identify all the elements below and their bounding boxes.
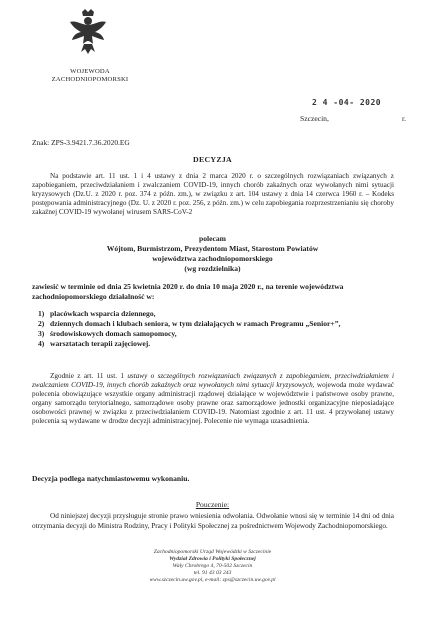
coat-of-arms	[60, 8, 116, 56]
list-item	[38, 319, 394, 329]
reference-number: Znak: ZPS-3.9421.7.36.2020.EG	[32, 138, 130, 147]
city-label: Szczecin,	[300, 114, 329, 123]
office-footer	[0, 549, 425, 584]
list-item-text: warsztatach terapii zajęciowej.	[50, 339, 151, 348]
footer-address: Wały Chrobrego 4, 70-502 Szczecin	[172, 563, 253, 569]
instruction-paragraph: Od niniejszej decyzji przysługuje stronie prawo wniesienia odwołania. Odwołanie wnosi się w terminie 14 dni od dnia otrzymania decyzji do Ministra Rodziny, Pracy i Polityki Społecznej za pośrednictwem Wojewody Zachodniopomorskiego.	[32, 512, 394, 530]
footer-office: Zachodniopomorski Urząd Wojewódzki w Szczecinie	[153, 549, 272, 555]
immediate-enforcement: Decyzja podlega natychmiastowemu wykonaniu.	[32, 474, 190, 483]
footer-department: Wydział Zdrowia i Polityki Społecznej	[169, 556, 256, 562]
list-item	[38, 329, 394, 339]
footer-phone: tel. 91 43 03 243	[193, 570, 232, 576]
justification-paragraph	[32, 372, 394, 427]
date-stamp: 2 4 -04- 2020	[312, 98, 382, 107]
justification-text-2: wojewoda może wydawać polecenia obowiązujące wszystkie organy administracji rządowej działające w województwie i państwowe osoby prawne, organy samorządu terytorialnego, samorządowe osoby prawne oraz samorządowe jednostki organizacyjne nieposiadające osobowości prawnej w związku z przeciwdziałaniem COVID-19. Natomiast zgodnie z art. 11 ust. 4 przywołanej ustawy polecenia są wydawane w drodze decyzji administracyjnej. Polecenie nie wymaga uzasadnienia.	[32, 381, 394, 426]
legal-basis-paragraph: Na podstawie art. 11 ust. 1 i 4 ustawy z dnia 2 marca 2020 r. o szczególnych rozwiązaniach związanych z zapobieganiem, przeciwdziałaniem i zwalczaniem COVID-19, innych chorób zakaźnych oraz wywołanych nimi sytuacji kryzysowych (Dz.U. z 2020 r. poz. 374 z późn. zm.), w związku z art. 104 ustawy z dnia 14 czerwca 1960 r. – Kodeks postępowania administracyjnego (Dz. U. z 2020 r. poz. 256, z późn. zm.) w celu zapobiegania rozprzestrzenianiu się choroby zakaźnej COVID-19 wywołanej wirusem SARS-CoV-2	[32, 172, 394, 216]
addressees-line-1: Wójtom, Burmistrzom, Prezydentom Miast, Starostom Powiatów	[106, 244, 319, 253]
addressees	[0, 244, 425, 274]
list-item-number: 1)	[38, 309, 45, 318]
list-item-number: 3)	[38, 329, 45, 338]
list-item-text: placówkach wsparcia dziennego,	[50, 309, 156, 318]
list-item-text: dziennych domach i klubach seniora, w tym działających w ramach Programu „Senior+”,	[50, 319, 341, 328]
list-item	[38, 339, 394, 349]
list-item-number: 4)	[38, 339, 45, 348]
addressees-line-3: (wg rozdzielnika)	[184, 264, 241, 273]
polecam-heading: polecam	[199, 234, 226, 243]
addressees-line-2: województwa zachodniopomorskiego	[152, 254, 273, 263]
instruction-heading: Pouczenie:	[195, 500, 230, 509]
list-item-text: środowiskowych domach samopomocy,	[50, 329, 177, 338]
facility-list	[38, 309, 394, 349]
issuer-line-1: WOJEWODA	[70, 68, 110, 75]
justification-text-1: Zgodnie z art. 11 ust. 1	[50, 372, 128, 380]
eagle-emblem-icon	[68, 8, 108, 56]
city-suffix: r.	[402, 114, 407, 123]
suspension-order: zawiesić w terminie od dnia 25 kwietnia 2020 r. do dnia 10 maja 2020 r., na terenie województwa zachodniopomorskiego działalność w:	[32, 282, 344, 301]
list-item-number: 2)	[38, 319, 45, 328]
footer-contact: www.szczecin.uw.gov.pl, e-mail: zps@szczecin.uw.gov.pl	[149, 577, 276, 583]
issuer-line-2: ZACHODNIOPOMORSKI	[51, 76, 129, 83]
justification-act-title: ustawy o szczególnych rozwiązaniach związanych z zapobieganiem, przeciwdziałaniem i zwalczaniem COVID-19, innych chorób zakaźnych oraz wywołanych nimi sytuacji kryzysowych,	[32, 372, 394, 390]
issuer-name	[40, 68, 140, 84]
list-item	[38, 309, 394, 319]
document-title: DECYZJA	[193, 155, 232, 164]
